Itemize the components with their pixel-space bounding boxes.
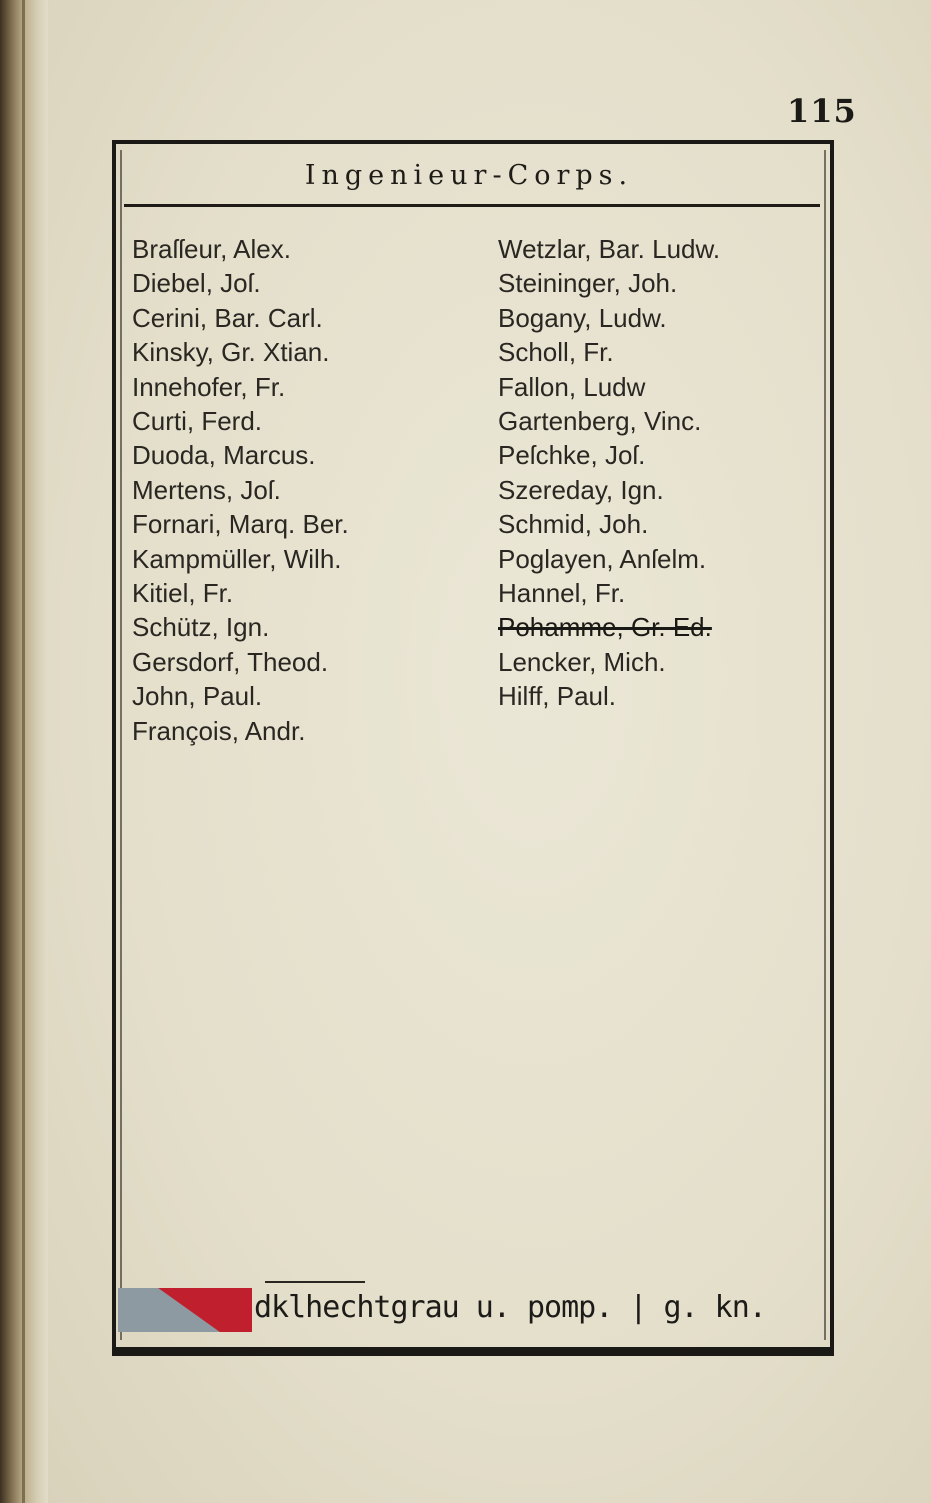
name-entry: John, Paul. bbox=[132, 681, 263, 712]
name-entry: Scholl, Fr. bbox=[498, 337, 614, 368]
name-entry: Wetzlar, Bar. Ludw. bbox=[498, 234, 721, 264]
name-entry: Cerini, Bar. Carl. bbox=[132, 302, 323, 333]
struck-name-entry: Pohamme, Gr. Ed. bbox=[498, 612, 712, 643]
page-number: 115 bbox=[787, 92, 857, 130]
name-entry: Curti, Ferd. bbox=[132, 406, 263, 437]
name-entry: Innehofer, Fr. bbox=[132, 371, 286, 402]
name-entry: Hilff, Paul. bbox=[498, 681, 617, 712]
name-entry: Kampmüller, Wilh. bbox=[132, 543, 342, 574]
name-entry: Hannel, Fr. bbox=[498, 578, 626, 609]
uniform-color-swatch bbox=[118, 1288, 252, 1332]
name-entry: François, Andr. bbox=[132, 715, 306, 746]
left-name-column bbox=[132, 232, 349, 748]
name-entry: Duoda, Marcus. bbox=[132, 440, 316, 471]
right-name-column bbox=[498, 232, 720, 714]
name-entry: Diebel, Joſ. bbox=[132, 268, 261, 299]
name-entry: Lencker, Mich. bbox=[498, 646, 666, 677]
name-entry: Gersdorf, Theod. bbox=[132, 646, 329, 677]
name-entry: Schütz, Ign. bbox=[132, 612, 270, 643]
name-entry: Kinsky, Gr. Xtian. bbox=[132, 337, 330, 368]
name-entry: Poglayen, Anſelm. bbox=[498, 543, 707, 574]
uniform-description: dklhechtgrau u. pomp. | g. kn. bbox=[254, 1290, 766, 1325]
name-entry: Fornari, Marq. Ber. bbox=[132, 509, 349, 540]
name-entry: Peſchke, Joſ. bbox=[498, 440, 646, 471]
header-divider bbox=[124, 204, 820, 207]
name-entry: Gartenberg, Vinc. bbox=[498, 406, 702, 437]
frame-inner-left-line bbox=[120, 150, 122, 1340]
name-entry: Mertens, Joſ. bbox=[132, 474, 281, 505]
frame-inner-right-line bbox=[824, 150, 826, 1340]
name-entry: Kitiel, Fr. bbox=[132, 578, 234, 609]
name-entry: Bogany, Ludw. bbox=[498, 302, 667, 333]
name-entry: Steininger, Joh. bbox=[498, 268, 678, 299]
name-entry: Braſſeur, Alex. bbox=[132, 234, 291, 264]
footer-rule bbox=[265, 1281, 365, 1283]
name-entry: Schmid, Joh. bbox=[498, 509, 649, 540]
section-title: Ingenieur-Corps. bbox=[304, 160, 634, 191]
spine-crease bbox=[22, 0, 25, 1503]
name-entry: Szereday, Ign. bbox=[498, 474, 664, 505]
name-entry: Fallon, Ludw bbox=[498, 371, 646, 402]
